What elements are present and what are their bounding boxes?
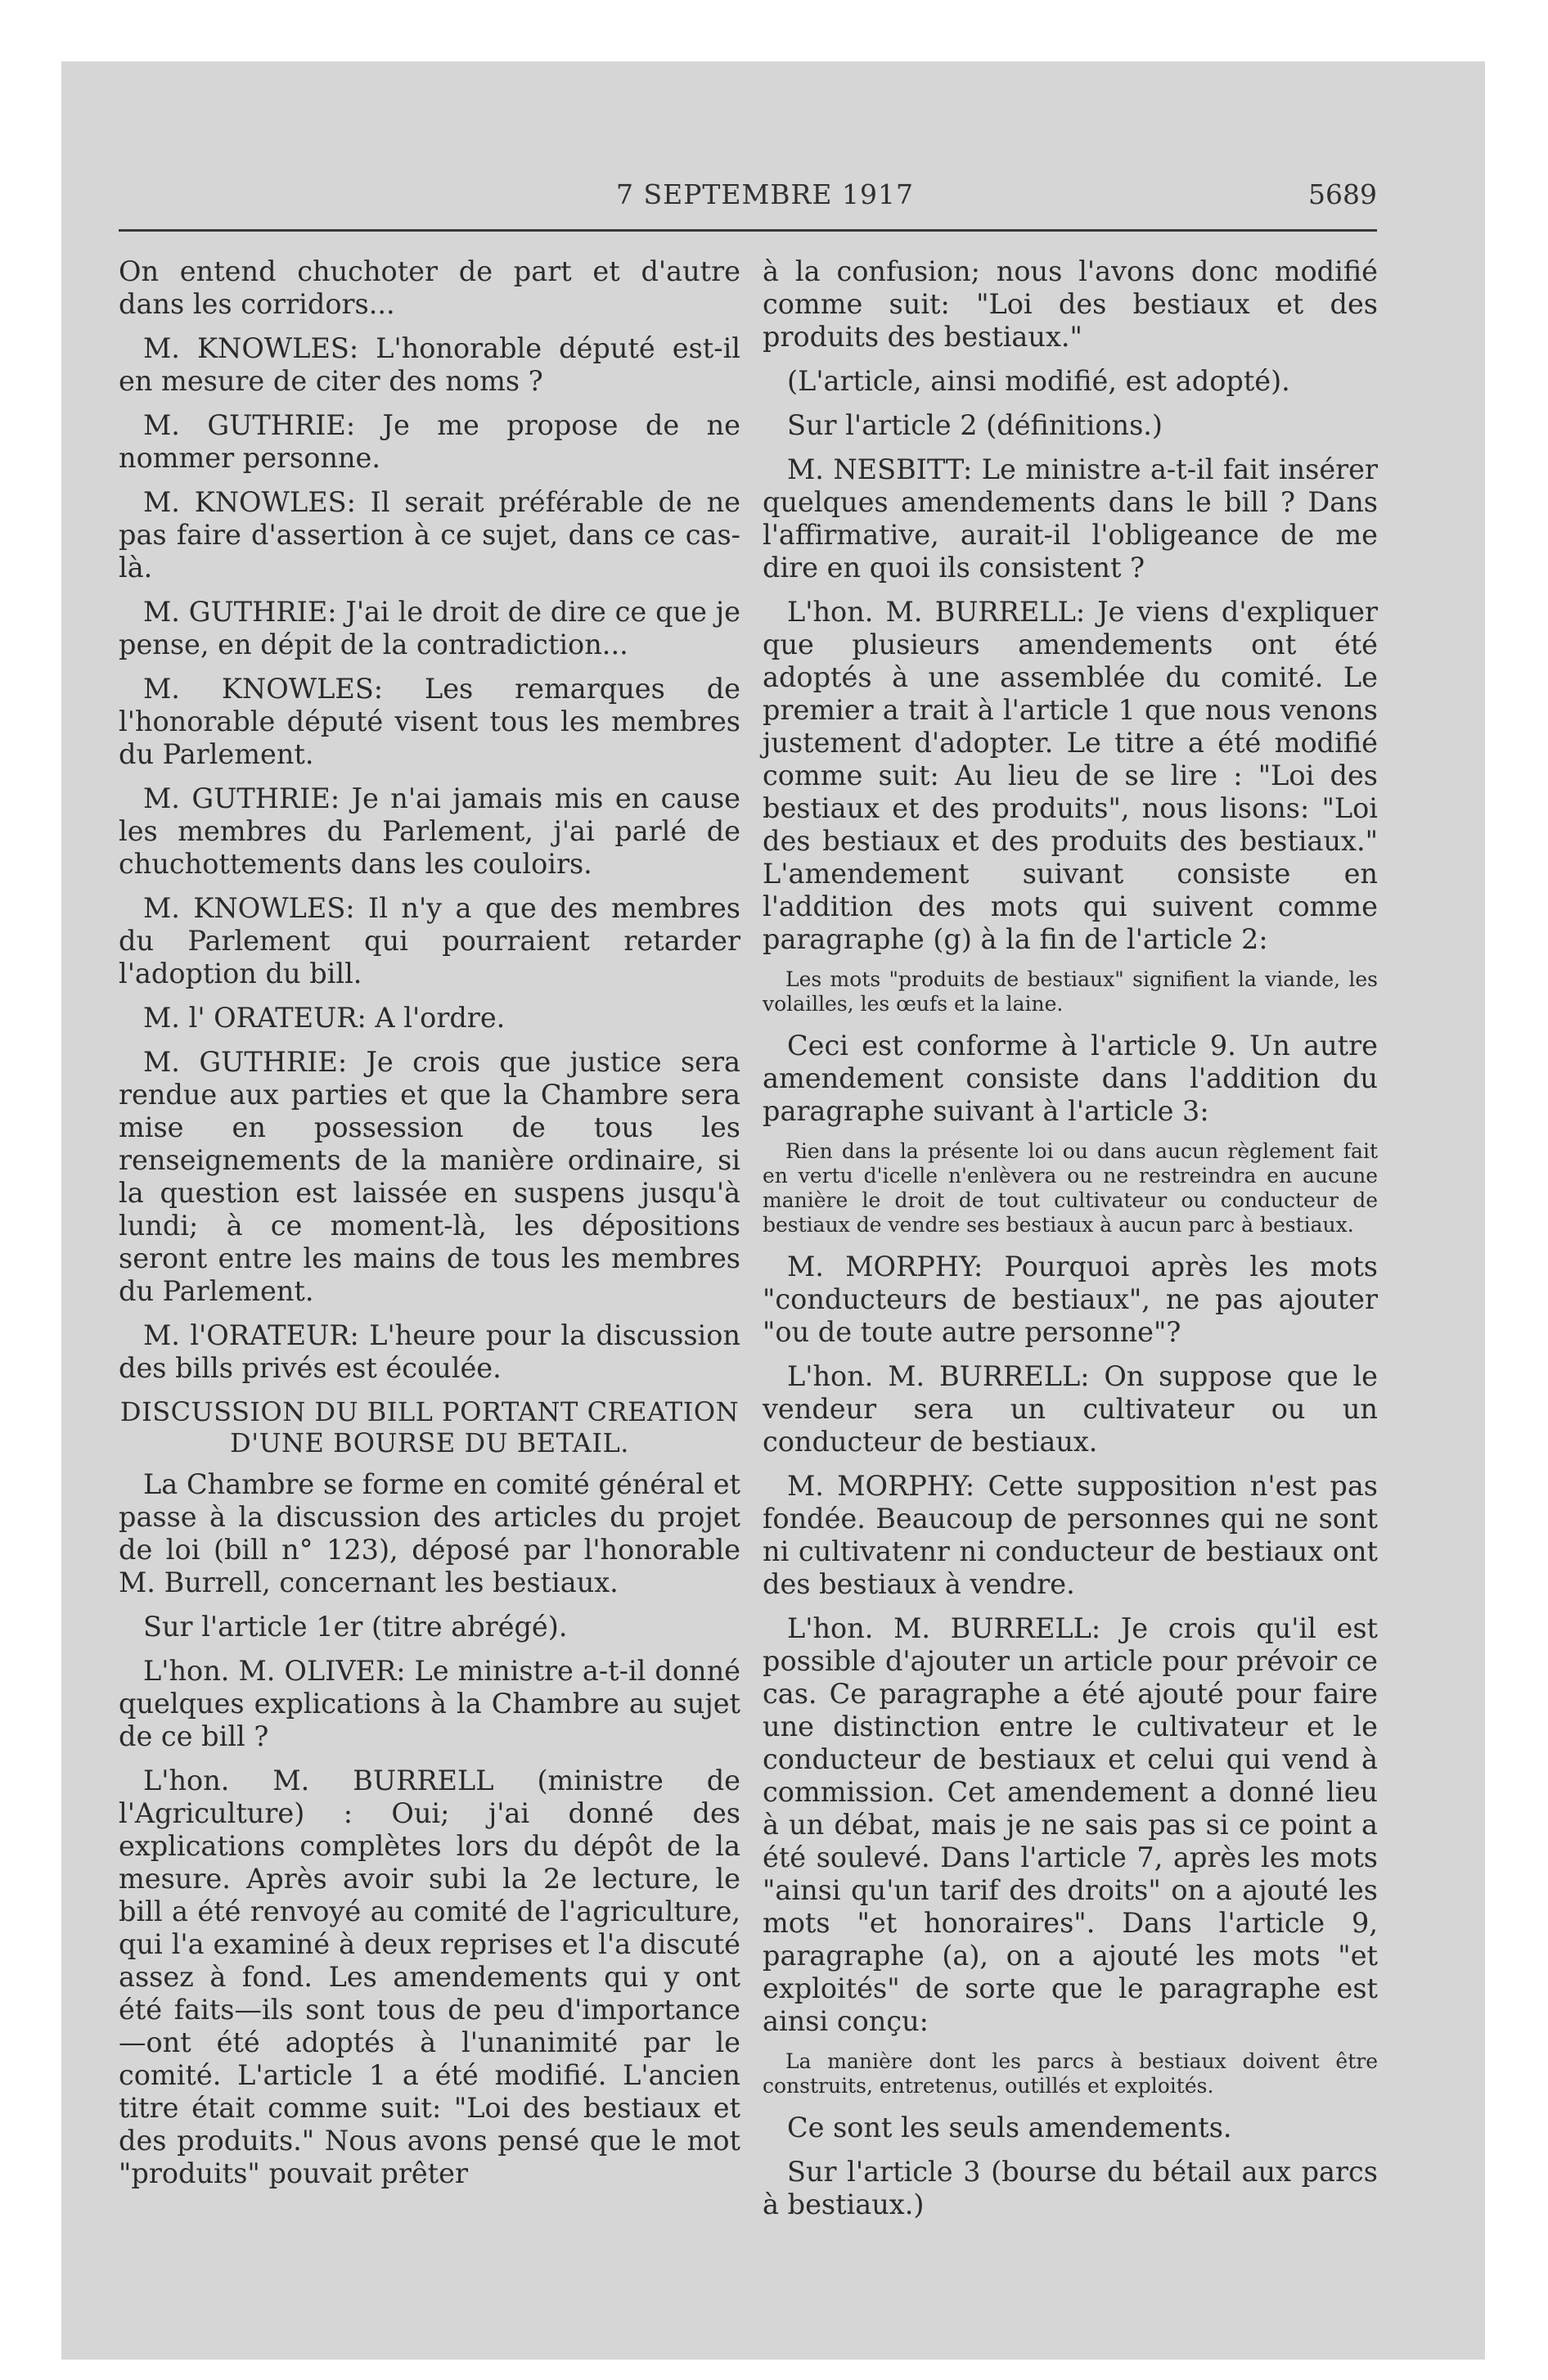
paragraph: L'hon. M. BURRELL: On suppose que le vendeur sera un cultivateur ou un conducteur de bestiaux. xyxy=(763,1360,1378,1458)
paragraph: M. GUTHRIE: Je n'ai jamais mis en cause les membres du Parlement, j'ai parlé de chuchottements dans les couloirs. xyxy=(119,782,740,880)
header-rule xyxy=(119,229,1377,232)
paragraph: L'hon. M. BURRELL: Je viens d'expliquer que plusieurs amendements ont été adoptés à une assemblée du comité. Le premier a trait à l'article 1 que nous venons justement d'adopter. Le titre a été modifié comme suit: Au lieu de se lire : "Loi des bestiaux et des produits", nous lisons: "Loi des bestiaux et des produits des bestiaux." L'amendement suivant consiste en l'addition des mots qui suivent comme paragraphe (g) à la fin de l'article 2: xyxy=(763,596,1378,955)
paragraph: La Chambre se forme en comité général et passe à la discussion des articles du projet de loi (bill n° 123), déposé par l'honorable M. Burrell, concernant les bestiaux. xyxy=(119,1468,740,1598)
paragraph: M. GUTHRIE: Je me propose de ne nommer personne. xyxy=(119,409,740,474)
paragraph: Ceci est conforme à l'article 9. Un autre amendement consiste dans l'addition du paragraphe suivant à l'article 3: xyxy=(763,1030,1378,1127)
paragraph: L'hon. M. OLIVER: Le ministre a-t-il donné quelques explications à la Chambre au sujet de ce bill ? xyxy=(119,1655,740,1752)
paragraph: M. l' ORATEUR: A l'ordre. xyxy=(143,1002,506,1034)
paragraph: M. GUTHRIE: J'ai le droit de dire ce que je pense, en dépit de la contradiction... xyxy=(119,596,740,660)
page-header xyxy=(119,170,1377,219)
section-heading: DISCUSSION DU BILL PORTANT CREATION D'UNE BOURSE DU BETAIL. xyxy=(119,1396,740,1458)
continued-paragraph: à la confusion; nous l'avons donc modifié comme suit: "Loi des bestiaux et des produits des bestiaux." xyxy=(763,255,1378,353)
paragraph: Sur l'article 1er (titre abrégé). xyxy=(143,1611,568,1643)
paragraph: M. MORPHY: Pourquoi après les mots "conducteurs de bestiaux", ne pas ajouter "ou de toute autre personne"? xyxy=(763,1251,1378,1348)
paragraph: M. KNOWLES: L'honorable député est-il en mesure de citer des noms ? xyxy=(119,332,740,397)
quoted-text: La manière dont les parcs à bestiaux doivent être construits, entretenus, outillés et exploités. xyxy=(763,2049,1378,2098)
quoted-text: Rien dans la présente loi ou dans aucun règlement fait en vertu d'icelle n'enlèvera ou ne restreindra en aucune manière le droit de tout cultivateur ou conducteur de bestiaux de vendre ses bestiaux à aucun parc à bestiaux. xyxy=(763,1139,1378,1237)
page-number: 5689 xyxy=(1308,178,1377,210)
paragraph: M. KNOWLES: Les remarques de l'honorable député visent tous les membres du Parlement. xyxy=(119,673,740,770)
right-column xyxy=(763,255,1378,2233)
paragraph: M. l'ORATEUR: L'heure pour la discussion des bills privés est écoulée. xyxy=(119,1319,740,1384)
quoted-text: Les mots "produits de bestiaux" signifient la viande, les volailles, les œufs et la laine. xyxy=(763,967,1378,1016)
paragraph: Sur l'article 3 (bourse du bétail aux parcs à bestiaux.) xyxy=(763,2156,1378,2220)
paragraph: M. MORPHY: Cette supposition n'est pas fondée. Beaucoup de personnes qui ne sont ni cultivatenr ni conducteur de bestiaux ont des bestiaux à vendre. xyxy=(763,1470,1378,1600)
paragraph: Sur l'article 2 (définitions.) xyxy=(787,409,1163,441)
paragraph: M. KNOWLES: Il n'y a que des membres du Parlement qui pourraient retarder l'adoption du bill. xyxy=(119,892,740,989)
paragraph: M. GUTHRIE: Je crois que justice sera rendue aux parties et que la Chambre sera mise en possession de tous les renseignements de la manière ordinaire, si la question est laissée en suspens jusqu'à lundi; à ce moment-là, les dépositions seront entre les mains de tous les membres du Parlement. xyxy=(119,1046,740,1307)
paragraph: Ce sont les seuls amendements. xyxy=(787,2112,1232,2143)
paragraph: L'hon. M. BURRELL (ministre de l'Agriculture) : Oui; j'ai donné des explications complètes lors du dépôt de la mesure. Après avoir subi la 2e lecture, le bill a été renvoyé au comité de l'agriculture, qui l'a examiné à deux reprises et l'a discuté assez à fond. Les amendements qui y ont été faits—ils sont tous de peu d'importance—ont été adoptés à l'unanimité par le comité. L'article 1 a été modifié. L'ancien titre était comme suit: "Loi des bestiaux et des produits." Nous avons pensé que le mot "produits" pouvait prêter xyxy=(119,1765,740,2189)
left-column xyxy=(119,255,740,2202)
paragraph: (L'article, ainsi modifié, est adopté). xyxy=(787,365,1290,397)
header-date: 7 SEPTEMBRE 1917 xyxy=(616,178,914,210)
continued-paragraph: On entend chuchoter de part et d'autre dans les corridors... xyxy=(119,255,740,320)
paragraph: M. NESBITT: Le ministre a-t-il fait insérer quelques amendements dans le bill ? Dans l'affirmative, aurait-il l'obligeance de me dire en quoi ils consistent ? xyxy=(763,453,1378,584)
paragraph: M. KNOWLES: Il serait préférable de ne pas faire d'assertion à ce sujet, dans ce cas-là. xyxy=(119,486,740,584)
paragraph: L'hon. M. BURRELL: Je crois qu'il est possible d'ajouter un article pour prévoir ce cas. Ce paragraphe a été ajouté pour faire une distinction entre le cultivateur et le conducteur de bestiaux et celui qui vend à commission. Cet amendement a donné lieu à un débat, mais je ne sais pas si ce point a été soulevé. Dans l'article 7, après les mots "ainsi qu'un tarif des droits" on a ajouté les mots "et honoraires". Dans l'article 9, paragraphe (a), on a ajouté les mots "et exploités" de sorte que le paragraphe est ainsi conçu: xyxy=(763,1612,1378,2037)
